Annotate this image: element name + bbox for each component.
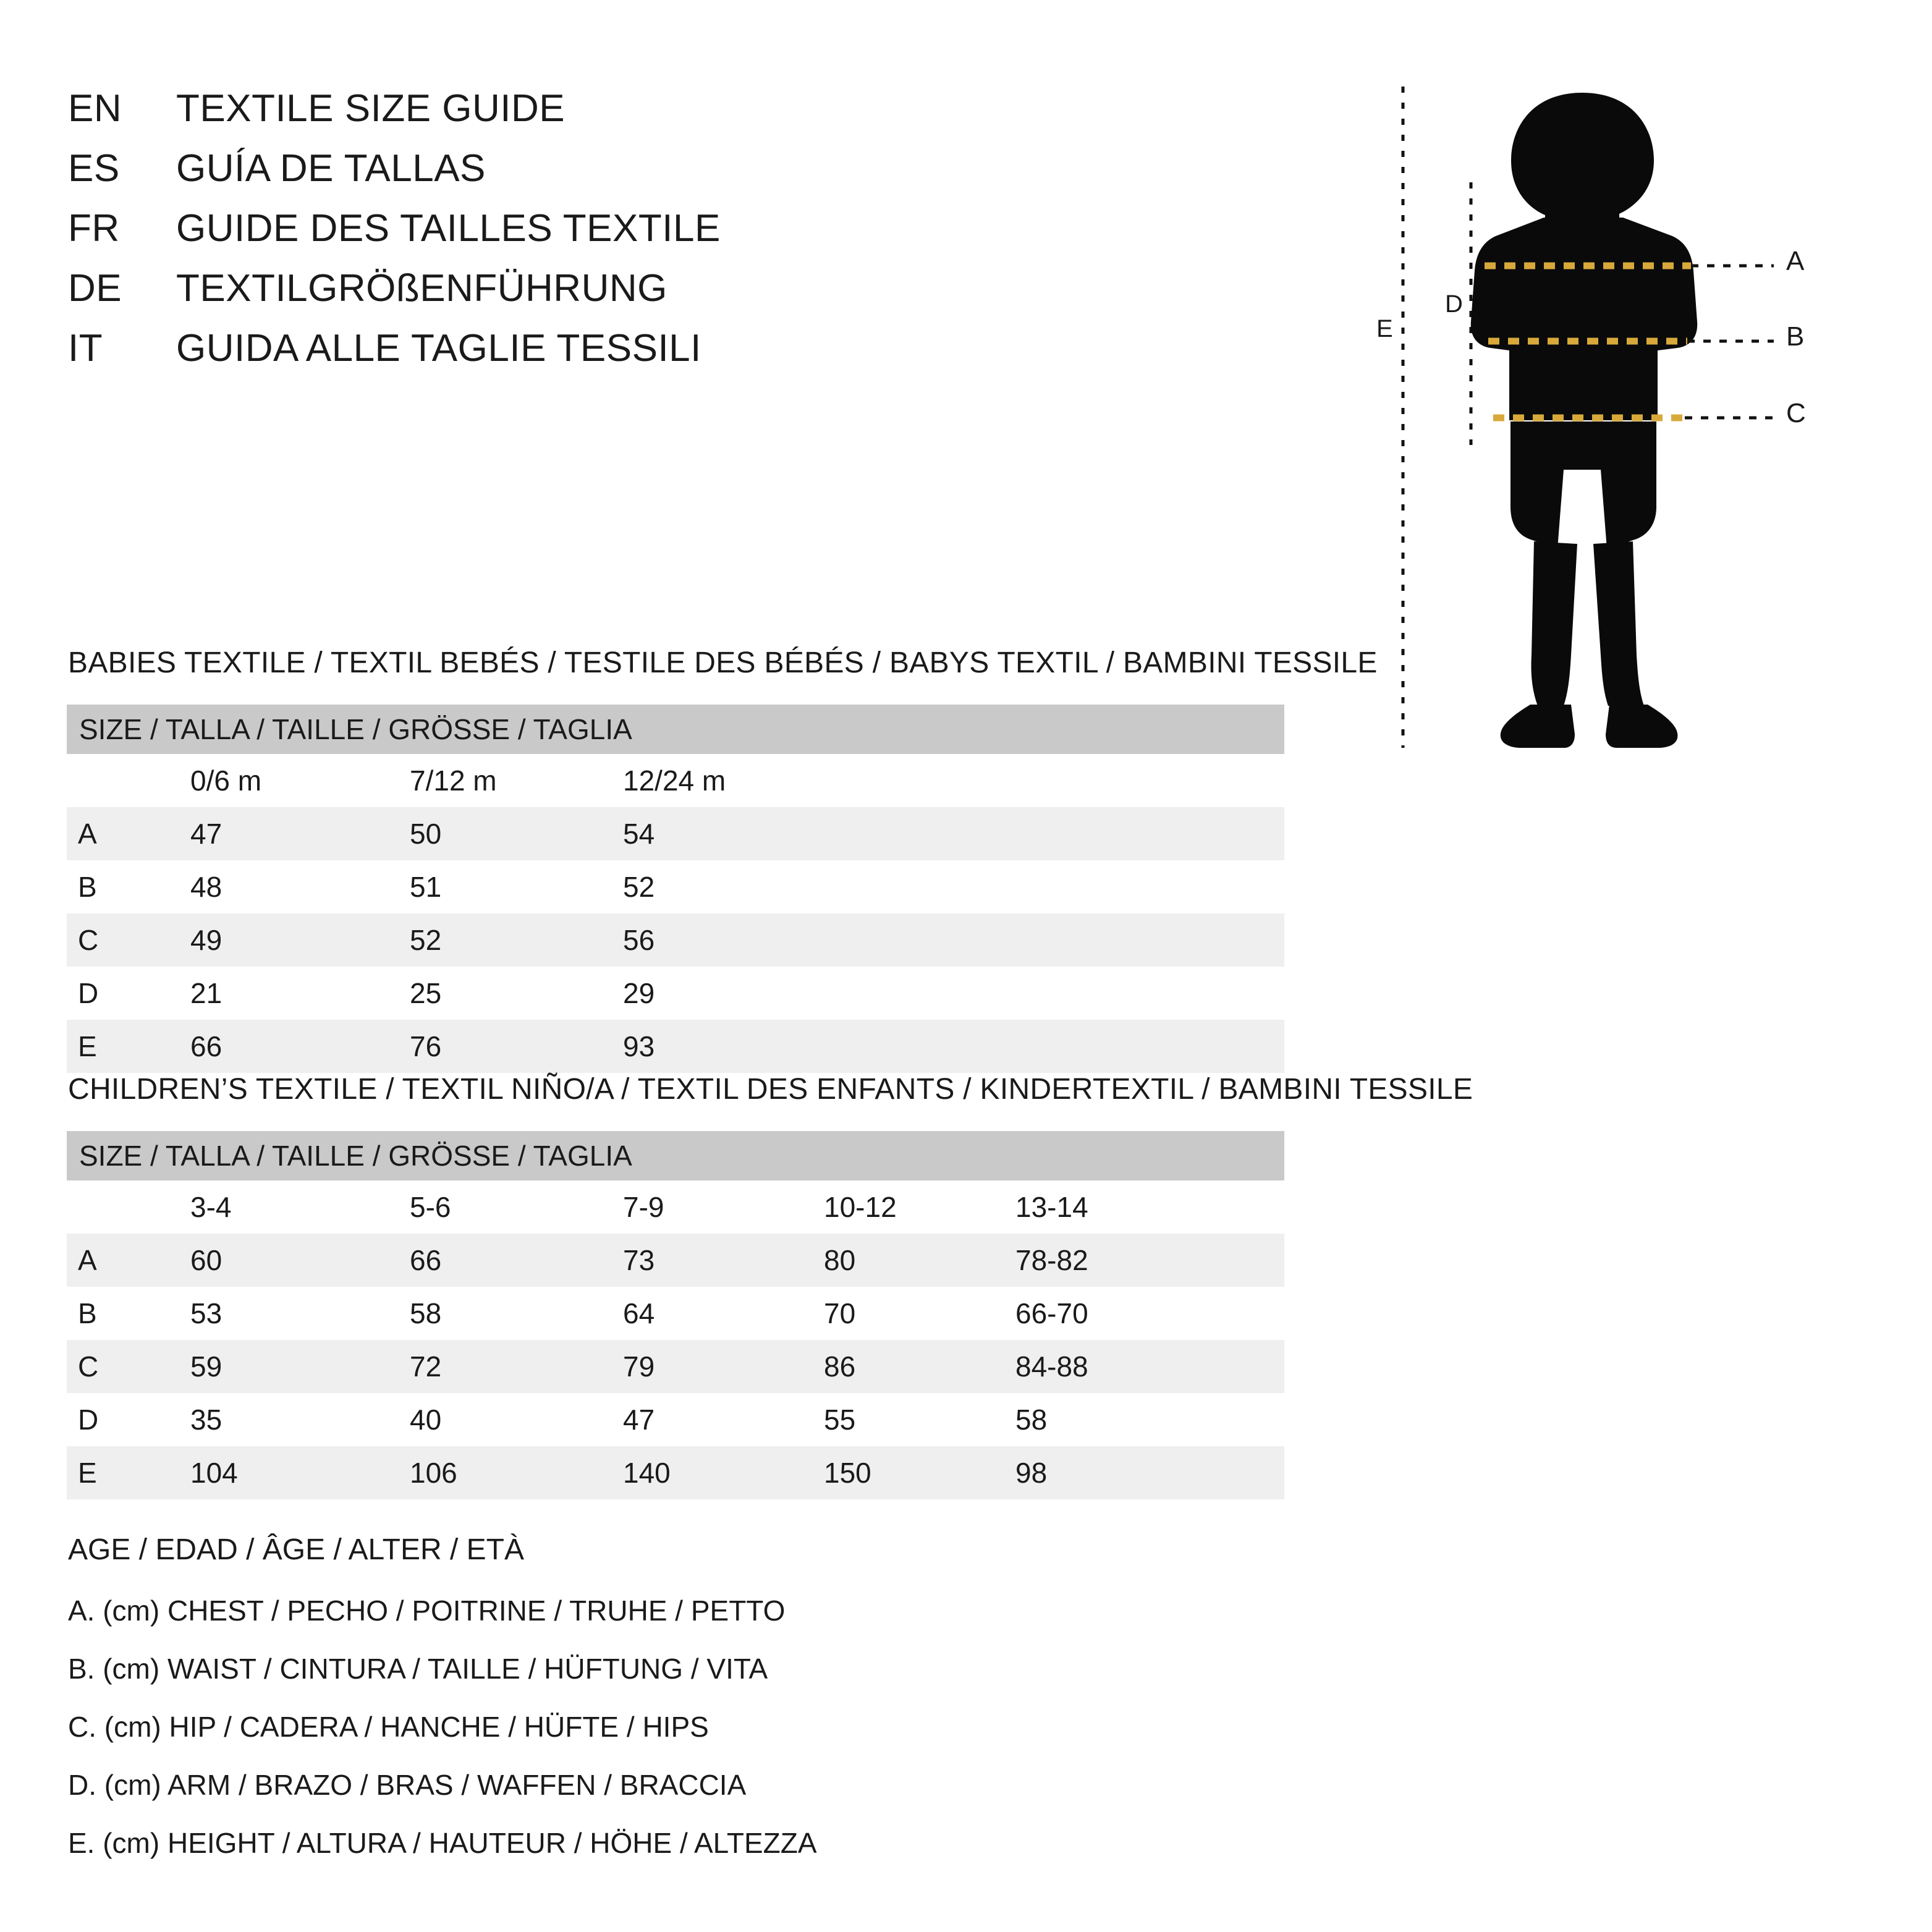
title-lang-en: EN bbox=[68, 87, 122, 130]
babies-c-1: 52 bbox=[410, 913, 623, 967]
children-corner-cell bbox=[67, 1180, 190, 1234]
children-row-label-a: A bbox=[67, 1234, 190, 1287]
marker-label-a: A bbox=[1786, 246, 1805, 276]
babies-col-2: 12/24 m bbox=[623, 754, 1284, 807]
title-row-it bbox=[68, 326, 1242, 370]
children-band-label: SIZE / TALLA / TAILLE / GRÖSSE / TAGLIA bbox=[67, 1131, 1284, 1180]
children-c-1: 72 bbox=[410, 1340, 623, 1393]
babies-a-2: 54 bbox=[623, 807, 1284, 860]
children-section-heading: CHILDREN’S TEXTILE / TEXTIL NIÑO/A / TEXTIL DES ENFANTS / KINDERTEXTIL / BAMBINI TESSILE bbox=[68, 1073, 1473, 1106]
legend-item-d: D. (cm) ARM / BRAZO / BRAS / WAFFEN / BRACCIA bbox=[68, 1769, 747, 1801]
children-a-0: 60 bbox=[190, 1234, 410, 1287]
title-row-fr bbox=[68, 206, 1242, 250]
title-text-it: GUIDA ALLE TAGLIE TESSILI bbox=[176, 327, 701, 370]
legend-title: AGE / EDAD / ÂGE / ALTER / ETÀ bbox=[68, 1533, 524, 1566]
babies-row-label-e: E bbox=[67, 1020, 190, 1073]
title-text-fr: GUIDE DES TAILLES TEXTILE bbox=[176, 207, 721, 250]
legend-item-a: A. (cm) CHEST / PECHO / POITRINE / TRUHE / PETTO bbox=[68, 1595, 786, 1627]
title-row-es bbox=[68, 146, 1242, 190]
babies-band-row bbox=[67, 705, 1284, 754]
babies-d-0: 21 bbox=[190, 967, 410, 1020]
legend-item-b: B. (cm) WAIST / CINTURA / TAILLE / HÜFTUNG / VITA bbox=[68, 1653, 768, 1685]
children-a-4: 78-82 bbox=[1015, 1234, 1284, 1287]
title-block bbox=[68, 87, 1242, 386]
babies-b-0: 48 bbox=[190, 860, 410, 913]
table-row bbox=[67, 967, 1284, 1020]
children-d-1: 40 bbox=[410, 1393, 623, 1446]
measurement-legend bbox=[68, 1533, 1428, 1884]
babies-row-label-c: C bbox=[67, 913, 190, 967]
children-band-row bbox=[67, 1131, 1284, 1180]
marker-label-b: B bbox=[1786, 321, 1805, 352]
title-row-en bbox=[68, 87, 1242, 130]
title-lang-it: IT bbox=[68, 327, 103, 370]
marker-label-e: E bbox=[1376, 315, 1393, 342]
marker-label-d: D bbox=[1445, 290, 1463, 318]
title-row-de bbox=[68, 266, 1242, 310]
children-b-4: 66-70 bbox=[1015, 1287, 1284, 1340]
child-silhouette bbox=[1471, 93, 1697, 748]
babies-d-1: 25 bbox=[410, 967, 623, 1020]
children-row-label-b: B bbox=[67, 1287, 190, 1340]
babies-row-label-d: D bbox=[67, 967, 190, 1020]
table-row bbox=[67, 1393, 1284, 1446]
children-col-4: 13-14 bbox=[1015, 1180, 1284, 1234]
children-e-1: 106 bbox=[410, 1446, 623, 1499]
children-row-label-c: C bbox=[67, 1340, 190, 1393]
children-e-2: 140 bbox=[623, 1446, 824, 1499]
children-b-1: 58 bbox=[410, 1287, 623, 1340]
children-a-1: 66 bbox=[410, 1234, 623, 1287]
marker-label-c: C bbox=[1786, 398, 1806, 428]
legend-item-e: E. (cm) HEIGHT / ALTURA / HAUTEUR / HÖHE / ALTEZZA bbox=[68, 1827, 817, 1859]
table-row bbox=[67, 1446, 1284, 1499]
children-row-label-d: D bbox=[67, 1393, 190, 1446]
children-d-2: 47 bbox=[623, 1393, 824, 1446]
children-col-2: 7-9 bbox=[623, 1180, 824, 1234]
babies-band-label: SIZE / TALLA / TAILLE / GRÖSSE / TAGLIA bbox=[67, 705, 1284, 754]
table-row bbox=[67, 1340, 1284, 1393]
children-b-3: 70 bbox=[824, 1287, 1015, 1340]
children-column-header-row bbox=[67, 1180, 1284, 1234]
children-size-table bbox=[67, 1131, 1284, 1499]
babies-column-header-row bbox=[67, 754, 1284, 807]
title-lang-es: ES bbox=[68, 147, 120, 190]
children-row-label-e: E bbox=[67, 1446, 190, 1499]
table-row bbox=[67, 860, 1284, 913]
babies-e-2: 93 bbox=[623, 1020, 1284, 1073]
legend-item-c: C. (cm) HIP / CADERA / HANCHE / HÜFTE / HIPS bbox=[68, 1711, 709, 1743]
children-a-2: 73 bbox=[623, 1234, 824, 1287]
table-row bbox=[67, 913, 1284, 967]
babies-size-table bbox=[67, 705, 1284, 1073]
babies-b-1: 51 bbox=[410, 860, 623, 913]
babies-c-0: 49 bbox=[190, 913, 410, 967]
children-d-4: 58 bbox=[1015, 1393, 1284, 1446]
children-b-2: 64 bbox=[623, 1287, 824, 1340]
title-text-en: TEXTILE SIZE GUIDE bbox=[176, 87, 566, 130]
babies-col-0: 0/6 m bbox=[190, 754, 410, 807]
children-e-3: 150 bbox=[824, 1446, 1015, 1499]
table-row bbox=[67, 1020, 1284, 1073]
children-c-4: 84-88 bbox=[1015, 1340, 1284, 1393]
children-b-0: 53 bbox=[190, 1287, 410, 1340]
table-row bbox=[67, 1234, 1284, 1287]
children-col-1: 5-6 bbox=[410, 1180, 623, 1234]
children-d-0: 35 bbox=[190, 1393, 410, 1446]
babies-corner-cell bbox=[67, 754, 190, 807]
babies-row-label-b: B bbox=[67, 860, 190, 913]
children-col-3: 10-12 bbox=[824, 1180, 1015, 1234]
children-d-3: 55 bbox=[824, 1393, 1015, 1446]
children-a-3: 80 bbox=[824, 1234, 1015, 1287]
babies-c-2: 56 bbox=[623, 913, 1284, 967]
babies-col-1: 7/12 m bbox=[410, 754, 623, 807]
title-text-es: GUÍA DE TALLAS bbox=[176, 147, 486, 190]
children-c-3: 86 bbox=[824, 1340, 1015, 1393]
babies-a-1: 50 bbox=[410, 807, 623, 860]
babies-section-heading: BABIES TEXTILE / TEXTIL BEBÉS / TESTILE DES BÉBÉS / BABYS TEXTIL / BAMBINI TESSILE bbox=[68, 646, 1378, 679]
babies-row-label-a: A bbox=[67, 807, 190, 860]
title-text-de: TEXTILGRÖßENFÜHRUNG bbox=[176, 267, 667, 310]
babies-b-2: 52 bbox=[623, 860, 1284, 913]
children-c-2: 79 bbox=[623, 1340, 824, 1393]
body-measurement-diagram bbox=[1378, 74, 1873, 773]
children-e-4: 98 bbox=[1015, 1446, 1284, 1499]
children-col-0: 3-4 bbox=[190, 1180, 410, 1234]
children-e-0: 104 bbox=[190, 1446, 410, 1499]
title-lang-de: DE bbox=[68, 267, 122, 310]
babies-e-0: 66 bbox=[190, 1020, 410, 1073]
babies-d-2: 29 bbox=[623, 967, 1284, 1020]
children-c-0: 59 bbox=[190, 1340, 410, 1393]
table-row bbox=[67, 807, 1284, 860]
title-lang-fr: FR bbox=[68, 207, 120, 250]
babies-e-1: 76 bbox=[410, 1020, 623, 1073]
babies-a-0: 47 bbox=[190, 807, 410, 860]
table-row bbox=[67, 1287, 1284, 1340]
